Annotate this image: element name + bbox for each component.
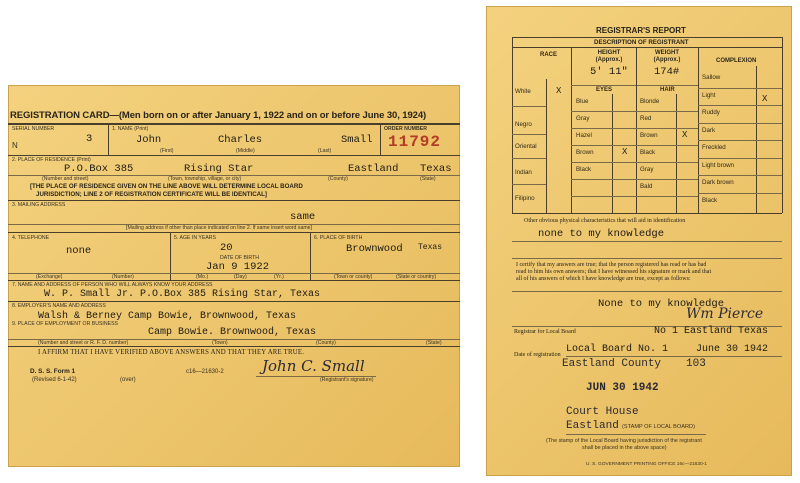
hair-option: Blonde xyxy=(640,98,660,105)
divider xyxy=(571,145,698,146)
height-value: 5' 11" xyxy=(590,66,628,78)
residence-note: [THE PLACE OF RESIDENCE GIVEN ON THE LINE ABOVE WILL DETERMINE LOCAL BOARD xyxy=(30,183,303,190)
registrar-label: Registrar for Local Board xyxy=(514,329,576,335)
residence-caption: (Town, township, village, or city) xyxy=(168,176,242,182)
race-option: Filipino xyxy=(515,195,535,202)
order-label: ORDER NUMBER xyxy=(384,126,427,132)
col-eyes: EYES xyxy=(596,87,613,93)
print-code: c16—21630-2 xyxy=(186,369,224,375)
race-option: Negro xyxy=(515,121,532,128)
age-label: 5. AGE IN YEARS xyxy=(174,235,216,241)
col-complexion: COMPLEXION xyxy=(716,58,757,64)
date-value: June 30 1942 xyxy=(696,344,769,355)
residence-county: Eastland xyxy=(348,163,399,175)
complexion-option: Sallow xyxy=(702,74,721,81)
employer-label: 8. EMPLOYER'S NAME AND ADDRESS xyxy=(12,303,106,309)
race-mark: X xyxy=(556,86,562,96)
divider xyxy=(571,111,698,112)
complexion-option: Ruddy xyxy=(702,109,720,116)
divider xyxy=(8,346,460,347)
registrar-signature: Wm Pierce xyxy=(686,306,764,322)
hair-option: Bald xyxy=(640,183,653,190)
residence-street: P.O.Box 385 xyxy=(64,163,134,175)
registrant-signature: John C. Small xyxy=(262,357,365,375)
residence-note: JURISDICTION; LINE 2 OF REGISTRATION CERTIFICATE WILL BE IDENTICAL] xyxy=(36,191,267,198)
divider xyxy=(546,79,547,213)
divider xyxy=(8,155,460,156)
eyes-option: Black xyxy=(576,166,592,173)
hair-option: Brown xyxy=(640,132,658,139)
residence-caption: (County) xyxy=(328,176,348,182)
over-note: (over) xyxy=(120,377,136,383)
birthplace-caption: (Town or county) xyxy=(334,274,373,280)
divider xyxy=(698,123,782,124)
contact-value: W. P. Small Jr. P.O.Box 385 Rising Star, Texas xyxy=(44,289,321,300)
stamp-county: Eastland County xyxy=(562,358,662,370)
divider xyxy=(512,47,782,48)
divider xyxy=(512,213,782,214)
registrar-board: No 1 Eastland Texas xyxy=(654,326,769,337)
employment-caption: (Number and street or R. F. D. number) xyxy=(38,340,129,346)
complexion-mark: X xyxy=(762,94,768,104)
hair-option: Gray xyxy=(640,166,654,173)
employment-label: 9. PLACE OF EMPLOYMENT OR BUSINESS xyxy=(12,321,118,327)
residence-state: Texas xyxy=(420,163,452,175)
hair-option: Red xyxy=(640,115,652,122)
stamp-note: shall be placed in the above space) xyxy=(582,445,667,451)
employment-value: Camp Bowie. Brownwood, Texas xyxy=(148,327,317,338)
divider xyxy=(698,88,782,89)
first-name: John xyxy=(136,134,162,146)
dob-caption: (Yr.) xyxy=(274,274,284,280)
divider xyxy=(512,291,782,292)
divider xyxy=(8,280,460,281)
dob-caption: (Day) xyxy=(234,274,247,280)
employment-caption: (State) xyxy=(426,340,442,346)
form-revised: (Revised 6-1-42) xyxy=(32,377,77,383)
complexion-option: Light brown xyxy=(702,161,734,169)
other-value: none to my knowledge xyxy=(538,228,665,240)
exceptions-value: None to my knowledge xyxy=(598,298,725,310)
birthplace-state: Texas xyxy=(418,243,443,252)
stamp-note: (The stamp of the Local Board having jurisdiction of the registrant xyxy=(546,438,702,444)
divider xyxy=(698,193,782,194)
report-title: REGISTRAR'S REPORT xyxy=(596,26,686,35)
divider xyxy=(512,258,782,259)
serial-value: 3 xyxy=(86,133,93,145)
birthplace-caption: (State or country) xyxy=(396,274,437,280)
race-option: Indian xyxy=(515,169,532,176)
divider xyxy=(8,301,460,302)
eyes-option: Brown xyxy=(576,149,594,156)
divider xyxy=(636,85,637,213)
eyes-option: Gray xyxy=(576,115,590,122)
divider xyxy=(8,123,460,125)
birthplace-label: 6. PLACE OF BIRTH xyxy=(314,235,363,241)
printing-office: U. S. GOVERNMENT PRINTING OFFICE 16c—21630-1 xyxy=(586,462,707,467)
col-hair: HAIR xyxy=(660,87,675,93)
report-subtitle: DESCRIPTION OF REGISTRANT xyxy=(594,39,689,46)
other-label: Other obvious physical characteristics that will aid in identification xyxy=(524,218,686,224)
residence-caption: (Number and street) xyxy=(42,176,89,182)
employer-value: Walsh & Berney Camp Bowie, Brownwood, Texas xyxy=(38,311,297,322)
residence-label: 2. PLACE OF RESIDENCE (Print) xyxy=(12,157,91,163)
divider xyxy=(512,37,782,38)
col-race: RACE xyxy=(540,52,558,58)
divider xyxy=(571,47,572,213)
divider xyxy=(782,37,783,213)
mailing-caption: [Mailing address if other than place indicated on line 2. If same insert word same] xyxy=(126,225,312,231)
form-name: D. S. S. Form 1 xyxy=(30,368,76,375)
age-value: 20 xyxy=(220,242,233,254)
divider xyxy=(698,158,782,159)
eyes-option: Blue xyxy=(576,98,589,105)
dob-caption: (Mo.) xyxy=(196,274,209,280)
complexion-option: Light xyxy=(702,91,716,99)
divider xyxy=(512,184,546,185)
signature-caption: (Registrant's signature) xyxy=(320,377,374,383)
employment-caption: (County) xyxy=(316,340,336,346)
divider xyxy=(571,179,698,180)
complexion-option: Freckled xyxy=(702,144,726,151)
eyes-option: Hazel xyxy=(576,132,592,139)
complexion-option: Dark brown xyxy=(702,179,734,186)
weight-value: 174# xyxy=(654,66,680,78)
divider xyxy=(698,140,782,141)
stamp-number: 103 xyxy=(686,358,706,370)
divider xyxy=(698,105,782,106)
divider xyxy=(8,232,460,233)
telephone-label: 4. TELEPHONE xyxy=(12,235,50,241)
card-title: REGISTRATION CARD—(Men born on or after January 1, 1922 and on or before June 30, 1924) xyxy=(10,110,427,121)
order-number: 11792 xyxy=(388,133,442,151)
certify-text: read to him his own answers; that I have witnessed his signature or mark and that xyxy=(516,269,712,275)
hair-mark: X xyxy=(682,130,688,140)
mailing-label: 3. MAILING ADDRESS xyxy=(12,202,66,208)
certify-text: I certify that my answers are true; that the person registered has read or has had xyxy=(516,262,707,268)
middle-name: Charles xyxy=(218,134,263,146)
mailing-value: same xyxy=(290,211,316,223)
first-caption: (First) xyxy=(160,148,174,154)
divider xyxy=(512,158,546,159)
divider xyxy=(380,124,381,155)
employment-caption: (Town) xyxy=(212,340,228,346)
stamp-suffix: (STAMP OF LOCAL BOARD) xyxy=(622,424,695,430)
col-weight: WEIGHT (Approx.) xyxy=(653,50,681,63)
divider xyxy=(512,241,782,242)
dob-label: DATE OF BIRTH xyxy=(220,255,260,261)
telephone-value: none xyxy=(66,245,92,257)
registrars-report-card xyxy=(486,6,792,476)
divider xyxy=(571,128,698,129)
divider xyxy=(512,134,546,135)
telephone-caption: (Number) xyxy=(112,274,134,280)
dob-value: Jan 9 1922 xyxy=(206,261,270,273)
complexion-option: Dark xyxy=(702,126,716,134)
divider xyxy=(512,106,546,107)
divider xyxy=(512,37,513,213)
col-height: HEIGHT (Approx.) xyxy=(595,50,623,63)
divider xyxy=(108,124,109,155)
divider xyxy=(571,196,698,197)
serial-prefix: N xyxy=(12,141,18,150)
divider xyxy=(698,175,782,176)
hair-option: Black xyxy=(640,149,656,156)
last-caption: (Last) xyxy=(318,148,332,154)
name-label: 1. NAME (Print) xyxy=(112,126,149,132)
race-option: White xyxy=(515,88,531,95)
residence-town: Rising Star xyxy=(184,163,254,175)
stamp-house: Court House xyxy=(566,406,639,418)
complexion-option: Black xyxy=(702,196,718,204)
divider xyxy=(8,200,460,201)
serial-label: SERIAL NUMBER xyxy=(12,126,55,132)
divider xyxy=(566,356,782,357)
telephone-caption: (Exchange) xyxy=(36,274,63,280)
affirmation: I AFFIRM THAT I HAVE VERIFIED ABOVE ANSWERS AND THAT THEY ARE TRUE. xyxy=(38,349,305,356)
registration-card-front xyxy=(8,85,460,467)
stamp-city: Eastland xyxy=(566,420,619,432)
eyes-mark: X xyxy=(622,147,628,157)
date-board: Local Board No. 1 xyxy=(566,344,669,355)
middle-caption: (Middle) xyxy=(236,148,255,154)
stamp-date: JUN 30 1942 xyxy=(586,382,659,394)
divider xyxy=(636,47,637,85)
birthplace-town: Brownwood xyxy=(346,243,403,255)
last-name: Small xyxy=(341,134,373,146)
certify-text: all of his answers of which I have knowledge are true, except as follows: xyxy=(516,276,691,282)
divider xyxy=(571,85,698,86)
divider xyxy=(571,162,698,163)
divider xyxy=(698,47,699,213)
date-label: Date of registration xyxy=(514,352,561,358)
divider xyxy=(566,434,706,435)
race-option: Oriental xyxy=(515,143,537,150)
residence-caption: (State) xyxy=(420,176,436,182)
contact-label: 7. NAME AND ADDRESS OF PERSON WHO WILL ALWAYS KNOW YOUR ADDRESS xyxy=(12,282,213,288)
